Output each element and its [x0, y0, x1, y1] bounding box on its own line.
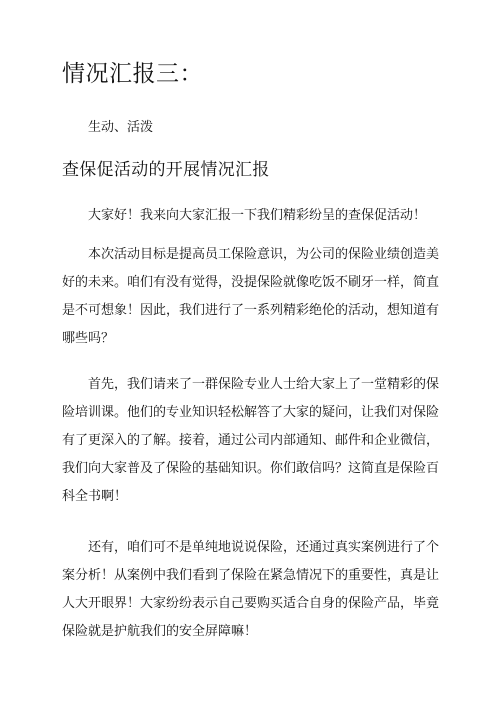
subtitle: 生动、活泼: [88, 120, 154, 135]
paragraph-line: 案分析！从案例中我们看到了保险在紧急情况下的重要性，真是让: [62, 568, 440, 583]
paragraph-line: 保险就是护航我们的安全屏障嘛！: [62, 624, 258, 639]
paragraph-training: [62, 371, 442, 511]
paragraph-line: 我们向大家普及了保险的基础知识。你们敢信吗？这简直是保险百: [62, 461, 440, 476]
paragraph-line: 有了更深入的了解。接着，通过公司内部通知、邮件和企业微信，: [62, 433, 440, 448]
paragraph-case-study: [62, 534, 442, 646]
paragraph-goal: [62, 241, 442, 353]
paragraph-line: 首先，我们请来了一群保险专业人士给大家上了一堂精彩的保: [88, 377, 440, 392]
paragraph-line: 险培训课。他们的专业知识轻松解答了大家的疑问，让我们对保险: [62, 405, 440, 420]
paragraph-line: 好的未来。咱们有没有觉得，没提保险就像吃饭不刷牙一样，简直: [62, 275, 440, 290]
paragraph-line: 大家好！我来向大家汇报一下我们精彩纷呈的查保促活动！: [88, 208, 427, 223]
paragraph-greeting: [62, 202, 442, 230]
paragraph-line: 哪些吗？: [62, 331, 115, 346]
paragraph-line: 是不可想象！因此，我们进行了一系列精彩绝伦的活动，想知道有: [62, 303, 440, 318]
report-title: 查保促活动的开展情况汇报: [62, 160, 270, 180]
paragraph-line: 科全书啊！: [62, 489, 128, 504]
paragraph-line: 人大开眼界！大家纷纷表示自己要购买适合自身的保险产品，毕竟: [62, 596, 440, 611]
paragraph-line: 本次活动目标是提高员工保险意识，为公司的保险业绩创造美: [88, 247, 440, 262]
section-heading: 情况汇报三：: [62, 61, 203, 87]
paragraph-line: 还有，咱们可不是单纯地说说保险，还通过真实案例进行了个: [88, 540, 440, 555]
